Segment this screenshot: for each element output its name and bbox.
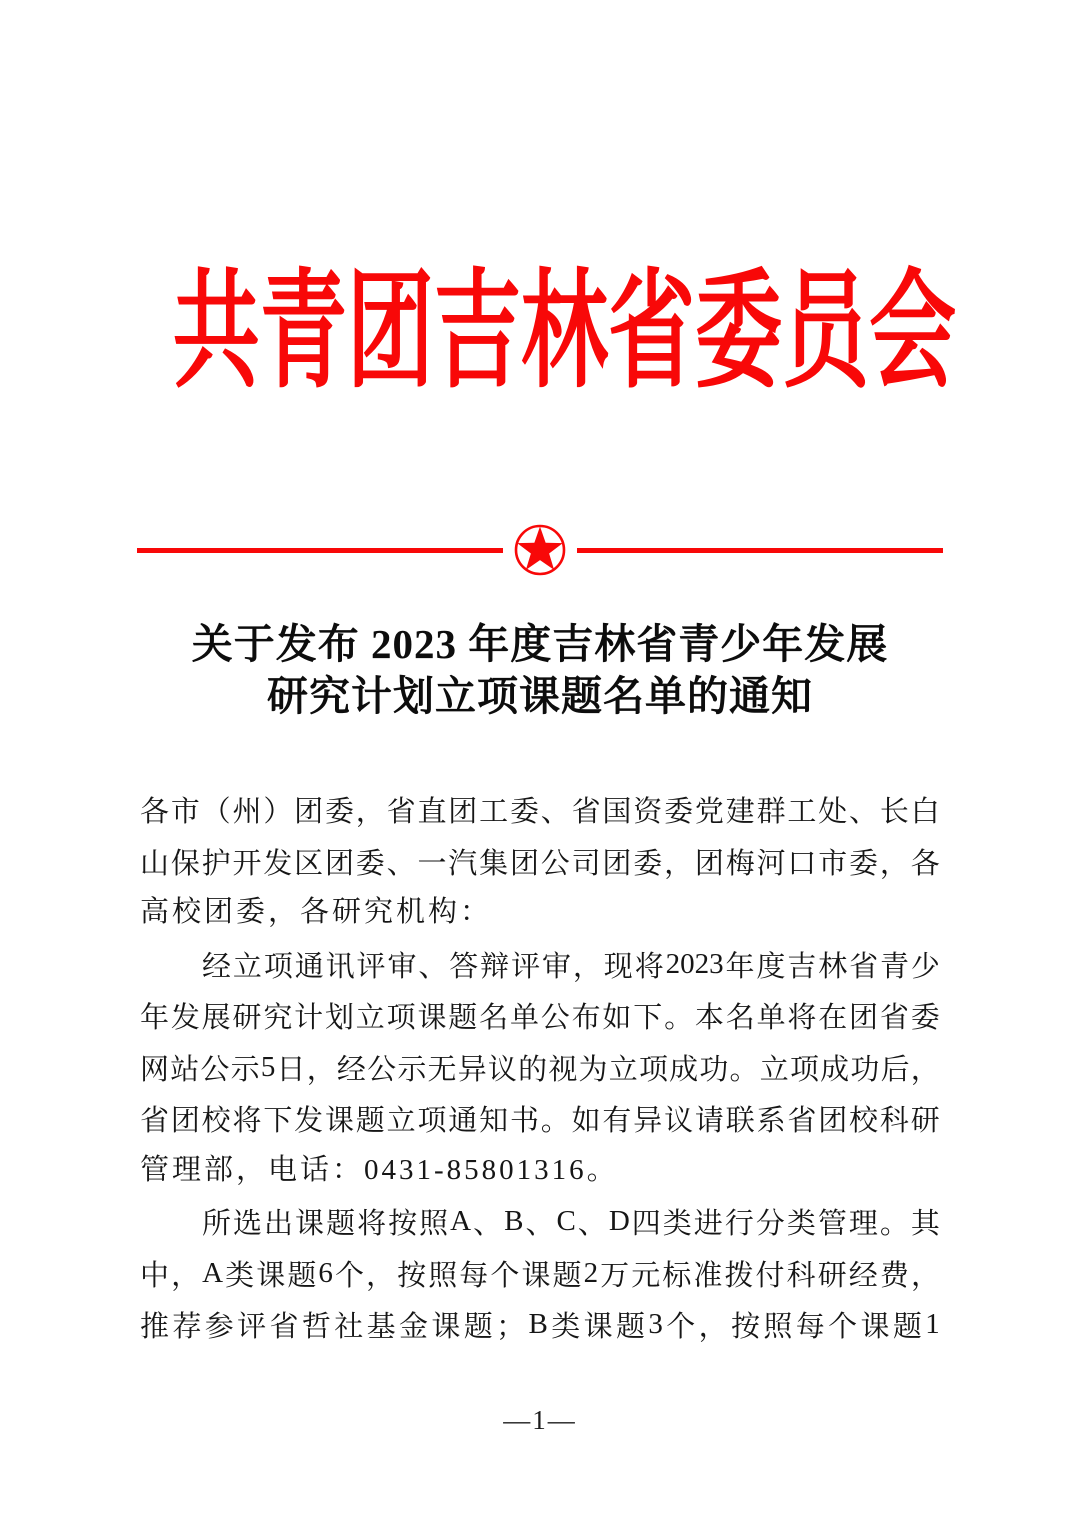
body-text-line: 推 荐 参 评 省 哲 社 基 金 课 题 ； B 类 课 题 3 个 ， 按 照 每 个 课 题 1	[140, 1308, 940, 1344]
letterhead-org-name: 共青团吉林省委员会	[172, 261, 957, 403]
body-text-line: 管理部，电话：0431-85801316。	[140, 1153, 619, 1186]
body-text-line: 省 团 校 将 下 发 课 题 立 项 通 知 书 。 如 有 异 议 请 联 系 省 团 校 科 研	[140, 1105, 940, 1138]
document-body	[140, 784, 940, 1351]
letterhead-divider	[137, 524, 943, 576]
body-text-line: 山 保 护 开 发 区 团 委 、 一 汽 集 团 公 司 团 委 ， 团 梅 河 口 市 委 ， 各	[140, 847, 940, 880]
notice-title	[0, 618, 1080, 722]
paragraph-announcement	[140, 939, 940, 1197]
page-number: —1—	[503, 1405, 577, 1435]
paragraph-recipients	[140, 784, 940, 939]
divider-line-right	[577, 548, 943, 553]
body-text-line: 所 选 出 课 题 将 按 照 A 、 B 、 C 、 D 四 类 进 行 分 类 管 理 。 其	[202, 1205, 940, 1241]
paragraph-classification	[140, 1196, 940, 1351]
red-star-icon	[514, 524, 566, 576]
divider-line-left	[137, 548, 503, 553]
notice-title-line-2: 研究计划立项课题名单的通知	[267, 673, 813, 719]
notice-title-line-1: 关于发布 2023 年度吉林省青少年发展	[191, 621, 889, 667]
body-text-line: 年 发 展 研 究 计 划 立 项 课 题 名 单 公 布 如 下 。 本 名 单 将 在 团 省 委	[140, 1002, 940, 1035]
body-text-line: 各 市 （ 州 ） 团 委 ， 省 直 团 工 委 、 省 国 资 委 党 建 群 工 处 、 长 白	[140, 796, 940, 829]
body-text-line: 经 立 项 通 讯 评 审 、 答 辩 评 审 ， 现 将 2023 年 度 吉 林 省 青 少	[202, 947, 940, 983]
body-text-line: 网 站 公 示 5 日 ， 经 公 示 无 异 议 的 视 为 立 项 成 功 。 立 项 成 功 后 ，	[140, 1050, 940, 1086]
red-star-in-circle-icon	[514, 524, 566, 576]
body-text-line: 中 ， A 类 课 题 6 个 ， 按 照 每 个 课 题 2 万 元 标 准 拨 付 科 研 经 费 ，	[140, 1256, 940, 1292]
body-text-line: 高校团委，各研究机构：	[140, 896, 493, 928]
